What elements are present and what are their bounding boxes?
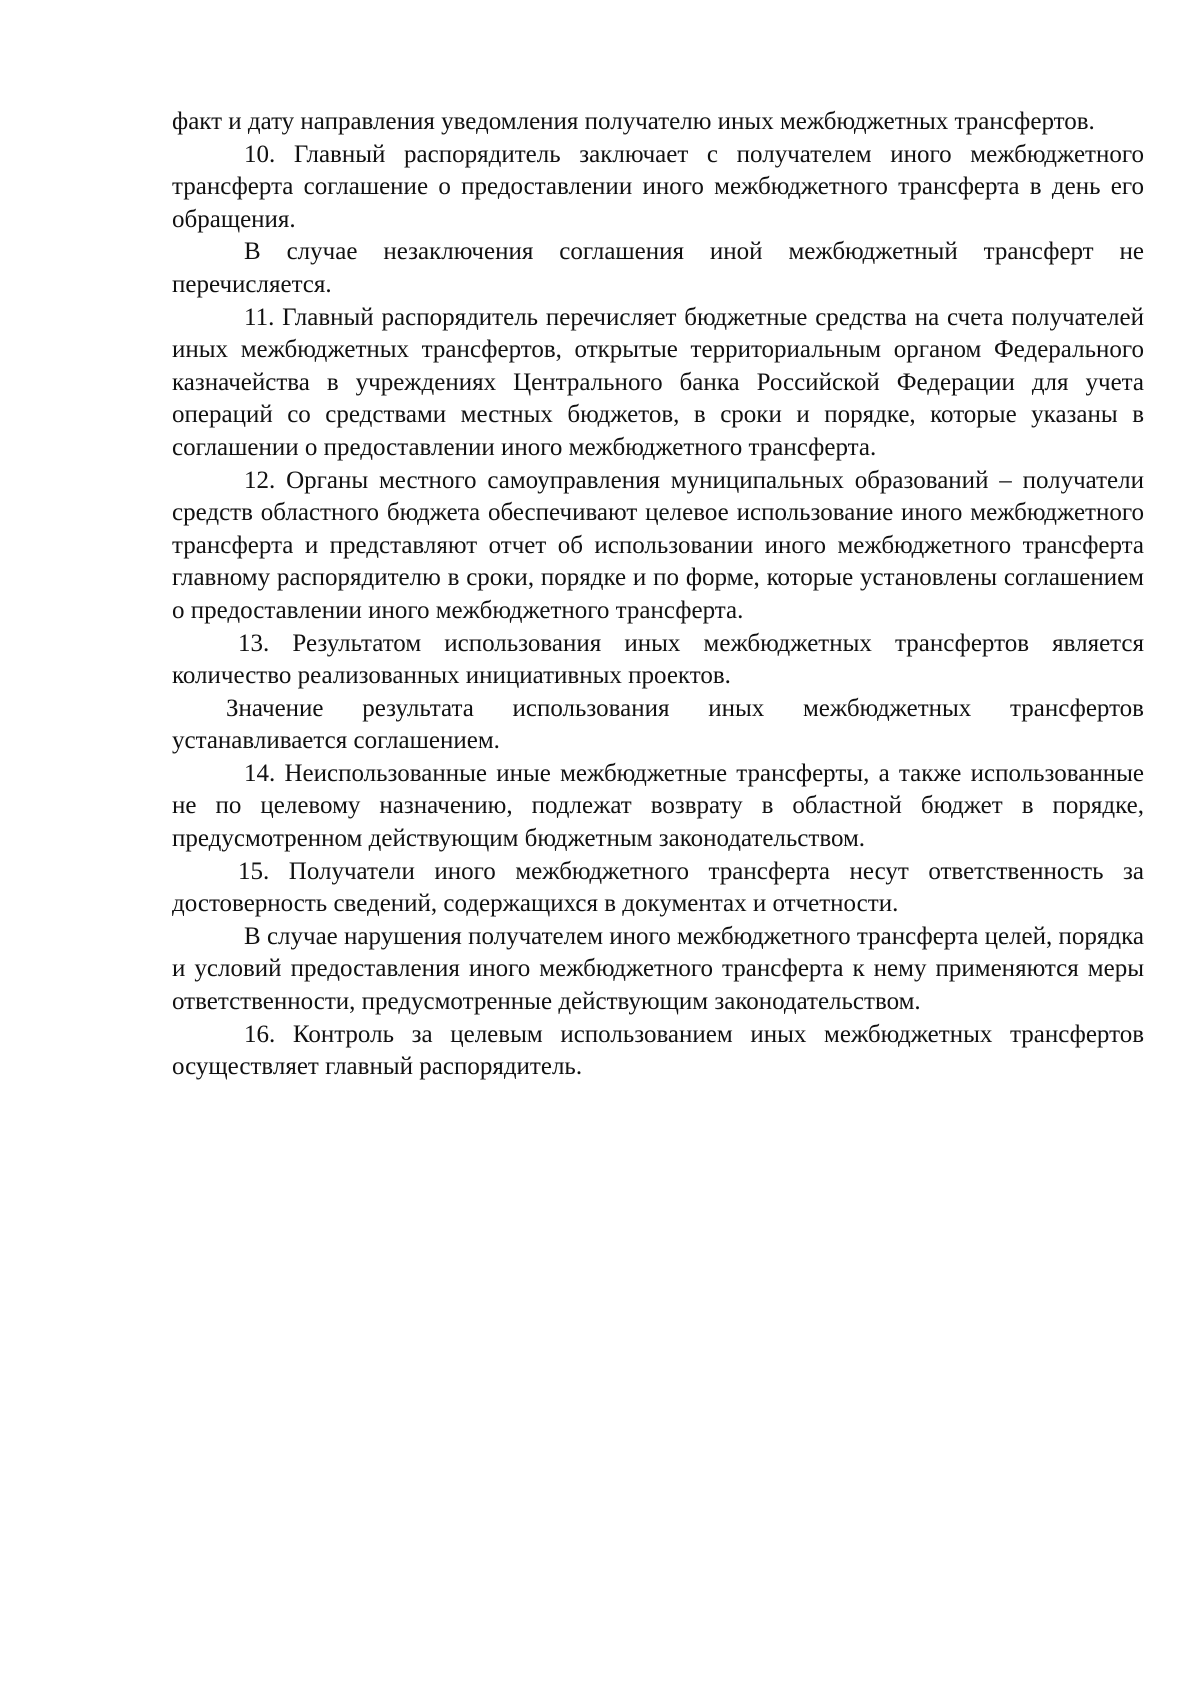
document-page <box>172 106 1144 1084</box>
paragraph-item-12: 12. Органы местного самоуправления муниципальных образований – получатели средств областного бюджета обеспечивают целевое использование иного межбюджетного трансферта и представляют отчет об использовании иного межбюджетного трансферта главному распорядителю в сроки, порядке и по форме, которые установлены соглашением о предоставлении иного межбюджетного трансферта. <box>172 466 1144 624</box>
paragraph-item-13-note: Значение результата использования иных межбюджетных трансфертов устанавливается соглашением. <box>172 694 1144 755</box>
paragraph-item-15-note: В случае нарушения получателем иного межбюджетного трансферта целей, порядка и условий предоставления иного межбюджетного трансферта к нему применяются меры ответственности, предусмотренные действующим законодательством. <box>172 922 1144 1016</box>
paragraph-item-15: 15. Получатели иного межбюджетного трансферта несут ответственность за достоверность сведений, содержащихся в документах и отчетности. <box>172 857 1144 918</box>
paragraph-continuation: факт и дату направления уведомления получателю иных межбюджетных трансфертов. <box>172 108 1095 135</box>
paragraph-item-16: 16. Контроль за целевым использованием иных межбюджетных трансфертов осуществляет главный распорядитель. <box>172 1020 1144 1081</box>
paragraph-item-13: 13. Результатом использования иных межбюджетных трансфертов является количество реализованных инициативных проектов. <box>172 629 1144 690</box>
paragraph-item-14: 14. Неиспользованные иные межбюджетные трансферты, а также использованные не по целевому назначению, подлежат возврату в областной бюджет в порядке, предусмотренном действующим бюджетным законодательством. <box>172 759 1144 853</box>
paragraph-item-10-note: В случае незаключения соглашения иной межбюджетный трансферт не перечисляется. <box>172 238 1144 298</box>
paragraph-item-10: 10. Главный распорядитель заключает с получателем иного межбюджетного трансферта соглашение о предоставлении иного межбюджетного трансферта в день его обращения. <box>172 140 1144 233</box>
paragraph-item-11: 11. Главный распорядитель перечисляет бюджетные средства на счета получателей иных межбюджетных трансфертов, открытые территориальным органом Федерального казначейства в учреждениях Центрального банка Российской Федерации для учета операций со средствами местных бюджетов, в сроки и порядке, которые указаны в соглашении о предоставлении иного межбюджетного трансферта. <box>172 303 1144 461</box>
